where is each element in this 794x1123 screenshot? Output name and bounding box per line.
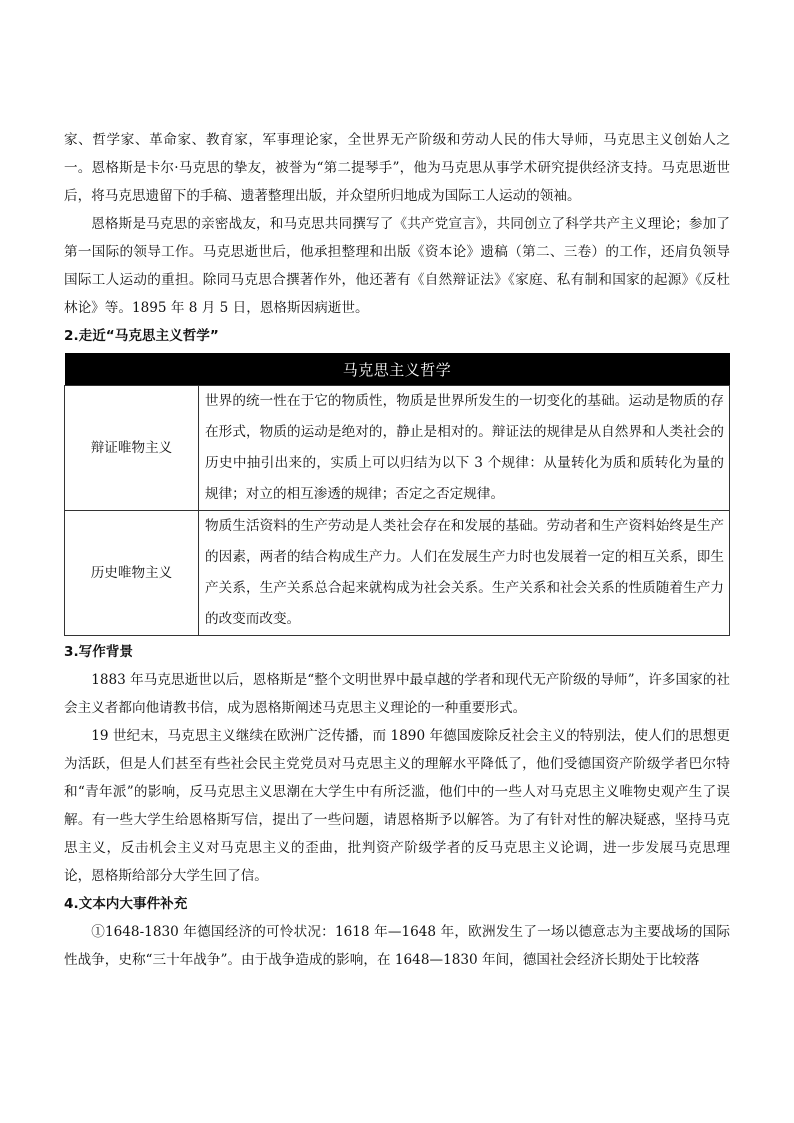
table-header-row [65, 353, 730, 386]
background-paragraph-1: 1883 年马克思逝世以后，恩格斯是“整个文明世界中最卓越的学者和现代无产阶级的导师”，许多国家的社会主义者都向他请教书信，成为恩格斯阐述马克思主义理论的一种重要形式。 [64, 672, 730, 716]
section-4-heading: 4.文本内大事件补充 [64, 896, 188, 912]
row-content-historical-materialism: 物质生活资料的生产劳动是人类社会存在和发展的基础。劳动者和生产资料始终是生产的因素，两者的结合构成生产力。人们在发展生产力时也发展着一定的相互关系，即生产关系，生产关系总合起来就构成为社会关系。生产关系和社会关系的性质随着生产力的改变而改变。 [199, 511, 730, 636]
table-row [65, 386, 730, 511]
intro-paragraph-1: 家、哲学家、革命家、教育家，军事理论家，全世界无产阶级和劳动人民的伟大导师，马克思主义创始人之一。恩格斯是卡尔·马克思的挚友，被誉为“第二提琴手”，他为马克思从事学术研究提供经济支持。马克思逝世后，将马克思遗留下的手稿、遗著整理出版，并众望所归地成为国际工人运动的领袖。 [64, 132, 730, 204]
section-2-heading: 2.走近“马克思主义哲学” [64, 328, 219, 344]
philosophy-table [64, 353, 730, 636]
table-row [65, 511, 730, 636]
document-page [64, 126, 730, 974]
table-title: 马克思主义哲学 [65, 353, 730, 386]
row-label-dialectical-materialism: 辩证唯物主义 [65, 386, 199, 511]
row-label-historical-materialism: 历史唯物主义 [65, 511, 199, 636]
section-3-heading: 3.写作背景 [64, 644, 133, 660]
events-paragraph-1: ①1648-1830 年德国经济的可怜状况：1618 年—1648 年，欧洲发生了一场以德意志为主要战场的国际性战争，史称“三十年战争”。由于战争造成的影响，在 1648—1830 年间，德国社会经济长期处于比较落 [64, 924, 730, 968]
intro-paragraph-2: 恩格斯是马克思的亲密战友，和马克思共同撰写了《共产党宣言》，共同创立了科学共产主义理论；参加了第一国际的领导工作。马克思逝世后，他承担整理和出版《资本论》遗稿（第二、三卷）的工作，还肩负领导国际工人运动的重担。除同马克思合撰著作外，他还著有《自然辩证法》《家庭、私有制和国家的起源》《反杜林论》等。1895 年 8 月 5 日，恩格斯因病逝世。 [64, 216, 730, 316]
row-content-dialectical-materialism: 世界的统一性在于它的物质性，物质是世界所发生的一切变化的基础。运动是物质的存在形式，物质的运动是绝对的，静止是相对的。辩证法的规律是从自然界和人类社会的历史中抽引出来的，实质上可以归结为以下 3 个规律：从量转化为质和质转化为量的规律；对立的相互渗透的规律；否定之否定规律。 [199, 386, 730, 511]
background-paragraph-2: 19 世纪末，马克思主义继续在欧洲广泛传播，而 1890 年德国废除反社会主义的特别法，使人们的思想更为活跃，但是人们甚至有些社会民主党党员对马克思主义的理解水平降低了，他们受德国资产阶级学者巴尔特和“青年派”的影响，反马克思主义思潮在大学生中有所泛滥，他们中的一些人对马克思主义唯物史观产生了误解。有一些大学生给恩格斯写信，提出了一些问题，请恩格斯予以解答。为了有针对性的解决疑惑，坚持马克思主义，反击机会主义对马克思主义的歪曲，批判资产阶级学者的反马克思主义论调，进一步发展马克思理论，恩格斯给部分大学生回了信。 [64, 728, 730, 884]
